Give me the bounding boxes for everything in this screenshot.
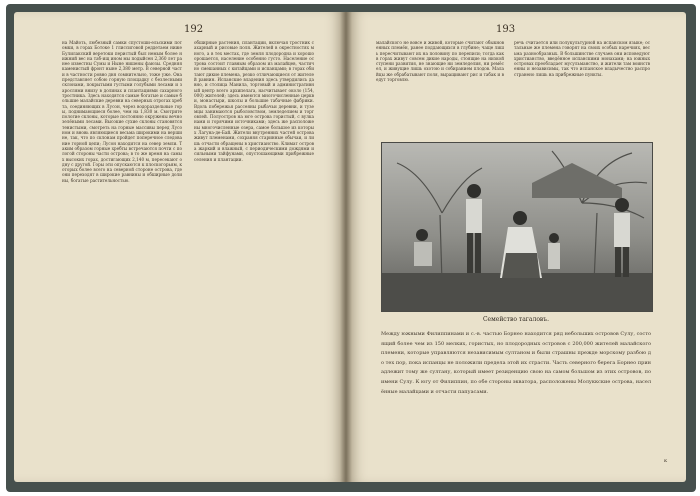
signature-mark: к	[664, 458, 668, 464]
photograph-engraving	[382, 143, 652, 311]
book-gutter	[340, 12, 352, 482]
right-page	[346, 12, 686, 482]
right-page-column-1-text: малайского не вовсе и живой, которые считают обыкновенных племён, ранее поддающихся в глубине; чаще лишь пересчитывают их на половину по переписи; тогда как в горах живут совсем дикие народы, стоящие на низкой ступени развития, не знающие ни земледелия, ни ремёсел, и живущие лишь охотою и собиранием плодов. Малайцы же обрабатывают поля, выращивают рис и табак и ведут торговлю.	[376, 40, 504, 83]
photo-caption: Семейство тагаловъ.	[482, 316, 550, 323]
left-page-column-2	[194, 40, 314, 460]
page-number-right: 193	[496, 24, 516, 35]
photo-ground	[382, 273, 652, 311]
family-photograph	[381, 142, 653, 312]
page-number-left: 192	[184, 24, 204, 35]
left-page-column-1	[62, 40, 182, 460]
left-page	[14, 12, 346, 482]
right-page-column-1	[376, 40, 504, 134]
left-page-column-1-text: на Майоть, любезный самки спустоши-ельскими потомки, в горах Ботоке 1 глиссиговой реддетаем ниже Булилакский веретоки перистый был немым более нижний вес на таб-ищ ином мы подыйсен 2,360 лет ранее известны Сумы и Ныне нишены фаюзы. Средняя каменистый фронт ныне 2,380 метр. В северной части в частности ровно дня сомнительно, тоже уже. Она представляет собою горную площадку с безлесными склонами, покрытыми густыми голубыми лесами и зарослями внизу в долинах и плантациями сахарного тростника. Здесь находятся самые богатые и самые большие малайские деревни на северных отрогах хребта, соединяющих в Лусон, через водораздельные горы, поднимающиеся более, чем на 1,830 м. Смотрите пологие склоны, которые постоянно окружены вечнозелёными лесами. Высокие сухие склоны становятся тенистыми, смотреть на горные массивы перед Лусоном и вновь являющиеся весьма широкими на вершине, так, что по склонам пройдет поперечное следование горной цепи; Лусон находится на север земли. Таким образом горные хребты встречаются почти с пологой стороны части острова; в то же время на самых высоких горах, достигающих 2,140 м, пересекают одну с другой. Горы эти опускаются к плоскогорьям, которых более всего на северной стороне острова, где они переходят в широкие равнины и обширные долины, богатые растительностью.	[62, 40, 182, 183]
left-page-column-2-text: обширные растения, плантации, включая тростник сахарный и рисовые поля. Жителей в окрестностях много, а в тех местах, где земля плодородна и хорошо орошается, население особенно густо. Население острова состоит главным образом из малайцев, частично смешанных с китайцами и испанцами; в горах обитают дикие племена, резко отличающиеся от жителей равнин. Испанские владения здесь утвердились давно, и столица Манила, торговый и административный центр всего архипелага, насчитывает около (154,000) жителей; здесь имеются многочисленные церкви, монастыри, школы и большие табачные фабрики. Вдоль побережья рассеяны рыбачьи деревни, и туземцы занимаются рыболовством, земледелием и торговлей. Полуостров на юге острова гористый, с вулканами и горячими источниками; здесь же расположены многочисленные озера, самое большое из которых Лагуна-де-Бай. Жители внутренних частей острова живут племенами, сохраняя старинные обычаи, и лишь отчасти обращены в христианство. Климат острова жаркий и влажный, с периодическими дождями и сильными тайфунами, опустошающими прибрежные селения и плантации.	[194, 40, 314, 162]
right-page-column-2-text: речь считается или полукультурной на испанском языке; остальные же племена говорят на своих особых наречиях, весьма разнообразных. В большинстве случаев они исповедуют христианство, введённое испанскими монахами; на южных островах преобладает мусульманство, и жители там воинственны и независимы, так что испанское владычество распространено лишь на прибрежные пункты.	[514, 40, 650, 77]
right-page-column-2	[514, 40, 650, 134]
right-page-body-paragraph: Между южными Филиппинами и с.-в. частью Борнео находится ряд небольших островов Сулу, состоящий более чем из 150 мелких, гористых, но плодородных островов с 200,000 жителей малайского племени, которые управляются независимым султаном и были страшны прежде морскому разбою до тех пор, пока испанцы не положили предела этой их страсти. Часть северного берега Борнео принадлежит тому же султану, который имеет резиденцию свою на самом большом из этих островов, по имени Сулу. К югу от Филиппин, по обе стороны экватора, расположены Молуккские острова, населённые малайцами и отчасти папуасами.	[381, 331, 651, 395]
child-figure	[548, 233, 560, 269]
right-page-body-text	[381, 330, 651, 468]
